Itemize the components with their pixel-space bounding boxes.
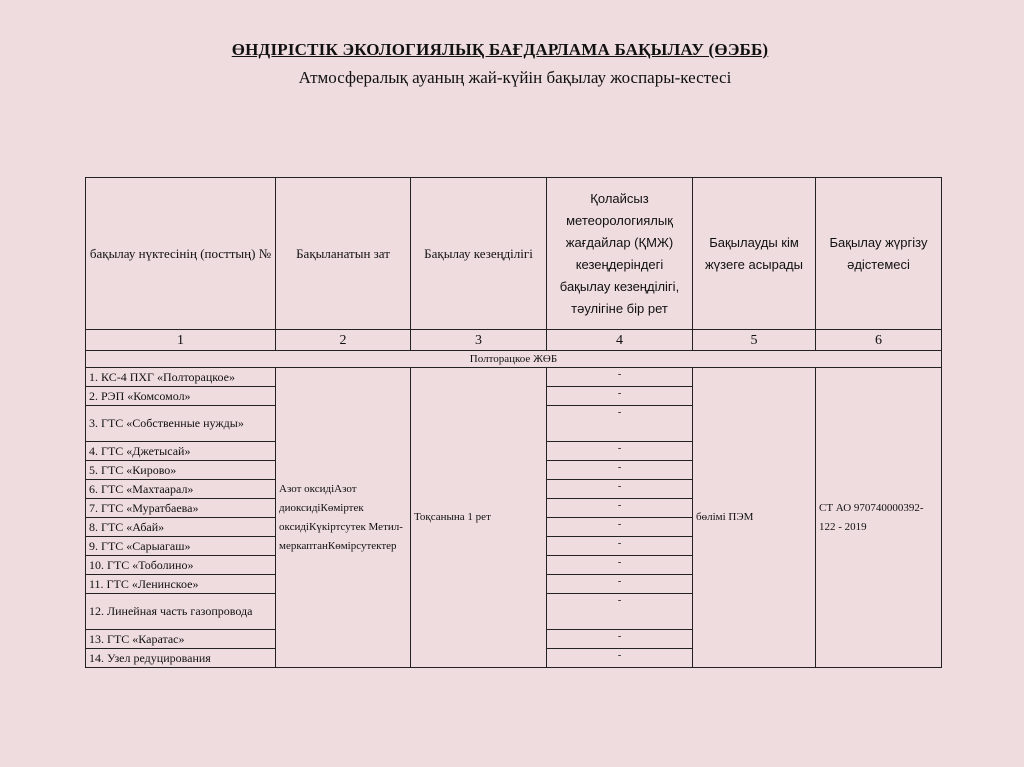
column-number-row	[86, 330, 942, 351]
header-substance: Бақыланатын зат	[276, 178, 411, 330]
page-subtitle: Атмосфералық ауаның жай-күйін бақылау жоспары-кестесі	[298, 68, 732, 87]
column-number: 4	[547, 330, 693, 351]
group-label: Полторацкое ЖӨБ	[86, 351, 942, 368]
monitoring-plan-table	[85, 177, 942, 668]
nmu-value: -	[547, 406, 693, 442]
column-number: 3	[411, 330, 547, 351]
nmu-value: -	[547, 387, 693, 406]
point-name: 6. ГТС «Махтаарал»	[86, 480, 276, 499]
page-title: ӨНДІРІСТІК ЭКОЛОГИЯЛЫҚ БАҒДАРЛАМА БАҚЫЛАУ (ӨЭББ)	[231, 40, 769, 59]
point-name: 2. РЭП «Комсомол»	[86, 387, 276, 406]
point-name: 5. ГТС «Кирово»	[86, 461, 276, 480]
nmu-value: -	[547, 556, 693, 575]
point-name: 7. ГТС «Муратбаева»	[86, 499, 276, 518]
header-nmu-periodicity: Қолайсыз метеорологиялық жағдайлар (ҚМЖ) кезеңдеріндегі бақылау кезеңділігі, тәулігіне бір рет	[547, 178, 693, 330]
nmu-value: -	[547, 537, 693, 556]
point-name: 11. ГТС «Ленинское»	[86, 575, 276, 594]
header-method: Бақылау жүргізу әдістемесі	[816, 178, 942, 330]
periodicity-cell: Тоқсанына 1 рет	[411, 368, 547, 668]
header-periodicity: Бақылау кезеңділігі	[411, 178, 547, 330]
nmu-value: -	[547, 442, 693, 461]
table-header-row	[86, 178, 942, 330]
nmu-value: -	[547, 575, 693, 594]
header-performer: Бақылауды кім жүзеге асырады	[693, 178, 816, 330]
nmu-value: -	[547, 368, 693, 387]
point-name: 10. ГТС «Тоболино»	[86, 556, 276, 575]
substances-cell: Азот оксидіАзот диоксидіКөміртек оксидіКүкіртсутек Метил-меркаптанКөмірсутектер	[276, 368, 411, 668]
point-name: 4. ГТС «Джетысай»	[86, 442, 276, 461]
nmu-value: -	[547, 594, 693, 630]
point-name: 3. ГТС «Собственные нужды»	[86, 406, 276, 442]
nmu-value: -	[547, 480, 693, 499]
nmu-value: -	[547, 649, 693, 668]
point-name: 9. ГТС «Сарыагаш»	[86, 537, 276, 556]
method-cell: СТ АО 970740000392-122 - 2019	[816, 368, 942, 668]
point-name: 13. ГТС «Каратас»	[86, 630, 276, 649]
header-point-number: бақылау нүктесінің (посттың) №	[86, 178, 276, 330]
nmu-value: -	[547, 461, 693, 480]
point-name: 1. КС-4 ПХГ «Полторацкое»	[86, 368, 276, 387]
performer-cell: бөлімі ПЭМ	[693, 368, 816, 668]
point-name: 8. ГТС «Абай»	[86, 518, 276, 537]
point-name: 14. Узел редуцирования	[86, 649, 276, 668]
nmu-value: -	[547, 630, 693, 649]
column-number: 1	[86, 330, 276, 351]
column-number: 6	[816, 330, 942, 351]
point-name: 12. Линейная часть газопровода	[86, 594, 276, 630]
table-row	[86, 368, 942, 387]
nmu-value: -	[547, 499, 693, 518]
column-number: 5	[693, 330, 816, 351]
group-row	[86, 351, 942, 368]
nmu-value: -	[547, 518, 693, 537]
column-number: 2	[276, 330, 411, 351]
